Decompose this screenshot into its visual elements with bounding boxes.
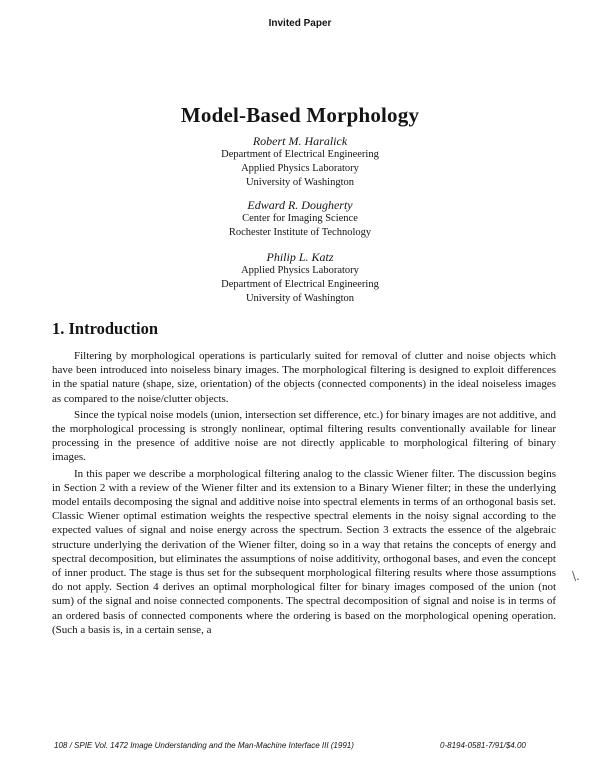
footer-isbn: 0-8194-0581-7/91/$4.00 xyxy=(440,741,526,750)
author-affiliation-line: Department of Electrical Engineering xyxy=(221,279,379,290)
body-text xyxy=(52,349,556,639)
author-block xyxy=(0,198,600,240)
author-affiliation-line: University of Washington xyxy=(245,293,355,304)
section-number: 1. xyxy=(52,319,65,338)
section-heading xyxy=(52,319,158,339)
paper-title: Model-Based Morphology xyxy=(180,103,420,127)
author-affiliation-line: Rochester Institute of Technology xyxy=(228,227,372,238)
invited-paper-header: Invited Paper xyxy=(268,18,332,29)
author-affiliation-line: Center for Imaging Science xyxy=(242,213,358,224)
author-block xyxy=(0,250,600,306)
author-name: Edward R. Dougherty xyxy=(247,198,353,212)
paragraph: Since the typical noise models (union, intersection set difference, etc.) for binary images are not additive, and the morphological processing is strongly nonlinear, optimal filtering results conventionally available for linear processing in the presence of additive noise are not directly applicable to morphological filtering of binary images. xyxy=(52,408,556,464)
paragraph: Filtering by morphological operations is particularly suited for removal of clutter and noise objects which have been introduced into noiseless binary images. The morphological filtering is designed to exploit differences in the spatial nature (shape, size, orientation) of the objects (connected components) in the ideal noiseless images as compared to the noise/clutter objects. xyxy=(52,350,556,405)
author-block xyxy=(0,134,600,190)
author-affiliation-line: University of Washington xyxy=(245,177,355,188)
author-affiliation-line: Department of Electrical Engineering xyxy=(221,149,379,160)
margin-mark: \. xyxy=(572,569,580,583)
paragraph: In this paper we describe a morphological filtering analog to the classic Wiener filter. The discussion begins in Section 2 with a review of the Wiener filter and its extension to a Binary Wiener filter; in these the underlying model entails decomposing the signal and additive noise into spectral elements in terms of an orthogonal basis set. Classic Wiener optimal estimation weights the respective spectral elements in the noisy signal according to the expected values of signal and noise energy across the spectrum. Section 3 extracts the essence of the algebraic structure underlying the derivation of the Wiener filter, doing so in a way that retains the concepts of energy and spectral decomposition, but eliminates the assumptions of noise additivity, orthogonal bases, and even the concept of inner product. The stage is thus set for the subsequent morphological filtering results where those assumptions do not apply. Section 4 derives an optimal morphological filter for binary images composed of the union (not sum) of the signal and noise connected components. The spectral decomposition of signal and noise is in terms of an ordered basis of connected components where the ordering is based on the morphological opening operation. (Such a basis is, in a certain sense, a xyxy=(52,467,556,636)
author-affiliation-line: Applied Physics Laboratory xyxy=(241,265,359,276)
footer-citation: 108 / SPIE Vol. 1472 Image Understanding and the Man-Machine Interface III (1991) xyxy=(54,741,354,750)
author-name: Philip L. Katz xyxy=(266,250,334,264)
author-name: Robert M. Haralick xyxy=(252,134,348,148)
author-affiliation-line: Applied Physics Laboratory xyxy=(241,163,359,174)
section-title: Introduction xyxy=(68,319,159,338)
